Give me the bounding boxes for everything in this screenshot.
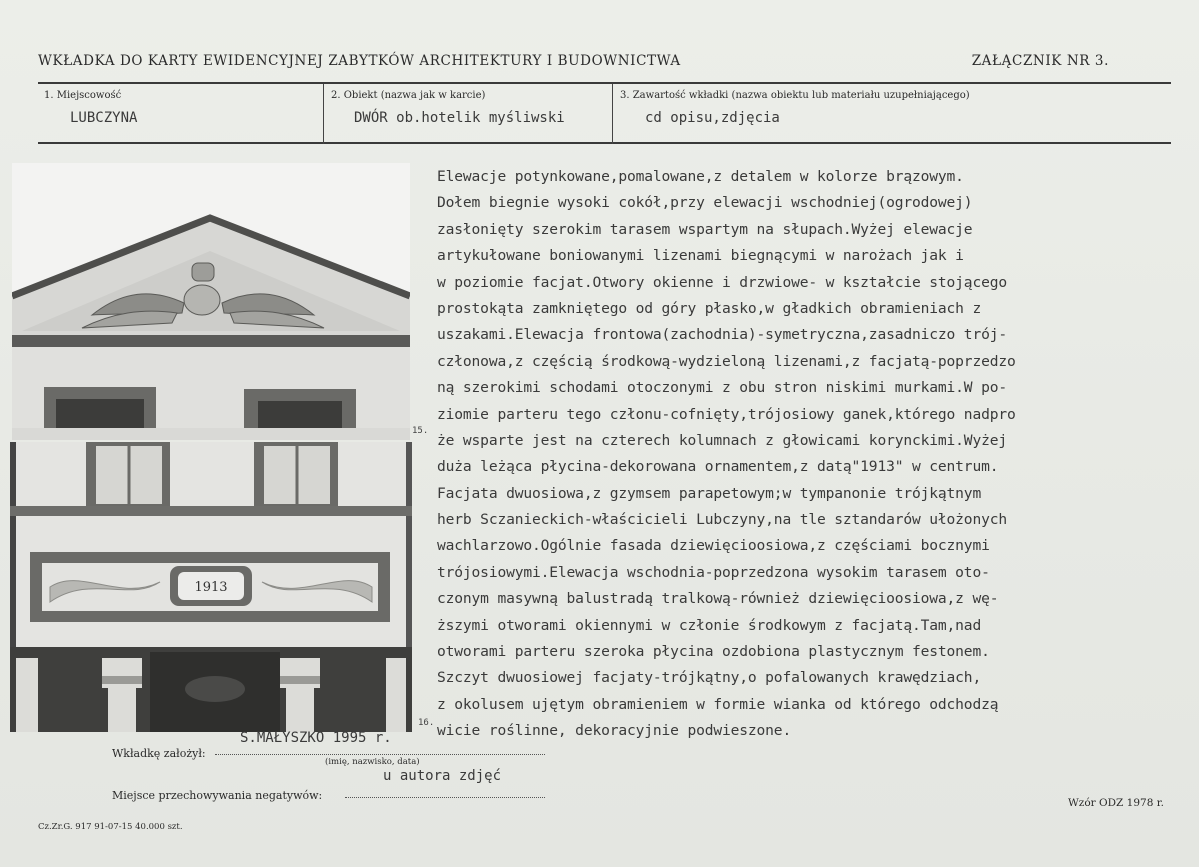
- description-line: artykułowane boniowanymi lizenami biegnącymi w narożach jak i: [437, 247, 964, 265]
- annex-number: ZAŁĄCZNIK NR 3.: [971, 53, 1109, 69]
- description-line: członowa,z częścią środkową-wydzieloną lizenami,z facjatą-poprzedzo: [437, 352, 1016, 370]
- description-line: prostokąta zamkniętego od góry płasko,w gładkich obramieniach z: [437, 299, 982, 317]
- description-line: herb Sczanieckich-właścicieli Lubczyny,na tle sztandarów ułożonych: [437, 511, 1007, 529]
- top-rule: [38, 82, 1171, 84]
- description-line: uszakami.Elewacja frontowa(zachodnia)-symetryczna,zasadniczo trój-: [437, 326, 1007, 344]
- description-line: Elewacje potynkowane,pomalowane,z detalem w kolorze brązowym.: [437, 168, 964, 185]
- field-value-locality: LUBCZYNA: [70, 110, 138, 126]
- field-separator-2: [612, 84, 613, 144]
- negatives-label: Miejsce przechowywania negatywów:: [112, 789, 323, 802]
- field-value-object: DWÓR ob.hotelik myśliwski: [354, 110, 565, 126]
- description-line: ziomie parteru tego członu-cofnięty,trójosiowy ganek,którego nadpro: [437, 405, 1016, 423]
- field-label-contents: 3. Zawartość wkładki (nazwa obiektu lub materiału uzupełniającego): [620, 90, 970, 101]
- form-reference: Wzór ODZ 1978 r.: [1068, 797, 1164, 809]
- description-line: trójosiowymi.Elewacja wschodnia-poprzedzona wysokim tarasem oto-: [437, 563, 990, 581]
- description-line: wicie roślinne, dekoracyjnie podwieszone.: [437, 722, 792, 740]
- photo-1-number: 15.: [412, 426, 429, 436]
- fields-bottom-rule: [38, 142, 1171, 144]
- description-line: z okolusem ujętym obramieniem w formie wianka od którego odchodzą: [437, 695, 999, 713]
- negatives-line: [345, 797, 545, 798]
- field-label-locality: 1. Miejscowość: [44, 90, 122, 101]
- description-line: wachlarzowo.Ogólnie fasada dziewięcioosiowa,z częściami bocznymi: [437, 537, 990, 555]
- created-by-line: [215, 754, 545, 755]
- field-value-contents: cd opisu,zdjęcia: [645, 110, 780, 126]
- field-label-object: 2. Obiekt (nazwa jak w karcie): [331, 90, 486, 101]
- description-line: Dołem biegnie wysoki cokół,przy elewacji wschodniej(ogrodowej): [437, 194, 973, 212]
- photo-2-number: 16.: [418, 718, 435, 728]
- created-by-value: S.MAŁYSZKO 1995 r.: [240, 730, 392, 746]
- description-line: ższymi otworami okiennymi w członie środkowym z facjatą.Tam,nad: [437, 616, 982, 634]
- description-line: zasłonięty szerokim tarasem wspartym na słupach.Wyżej elewacje: [437, 220, 973, 238]
- print-code: Cz.Zr.G. 917 91-07-15 40.000 szt.: [38, 822, 183, 832]
- description-line: że wsparte jest na czterech kolumnach z głowicami korynckimi.Wyżej: [437, 431, 1007, 449]
- description-line: Facjata dwuosiowa,z gzymsem parapetowym;w tympanonie trójkątnym: [437, 484, 982, 502]
- card-title: WKŁADKA DO KARTY EWIDENCYJNEJ ZABYTKÓW ARCHITEKTURY I BUDOWNICTWA: [38, 53, 681, 69]
- photo-gable-facade: [12, 163, 410, 440]
- plaque-date: 1913: [194, 580, 228, 595]
- description-line: Szczyt dwuosiowej facjaty-trójkątny,o pofalowanych krawędziach,: [437, 669, 982, 687]
- negatives-value: u autora zdjęć: [383, 768, 502, 784]
- description-line: czonym masywną balustradą tralkową-również dziewięcioosiowa,z wę-: [437, 590, 999, 608]
- description-line: w poziomie facjat.Otwory okienne i drzwiowe- w kształcie stojącego: [437, 273, 1007, 291]
- created-by-hint: (imię, nazwisko, data): [325, 757, 420, 767]
- field-separator-1: [323, 84, 324, 144]
- description-line: ną szerokimi schodami otoczonymi z obu stron niskimi murkami.W po-: [437, 379, 1007, 397]
- description-line: otworami parteru szeroka płycina ozdobiona plastycznym festonem.: [437, 643, 990, 661]
- created-by-label: Wkładkę założył:: [112, 747, 206, 760]
- description-text: [437, 164, 1137, 745]
- photo-porch-plaque: [10, 442, 412, 732]
- description-line: duża leżąca płycina-dekorowana ornamentem,z datą"1913" w centrum.: [437, 458, 999, 476]
